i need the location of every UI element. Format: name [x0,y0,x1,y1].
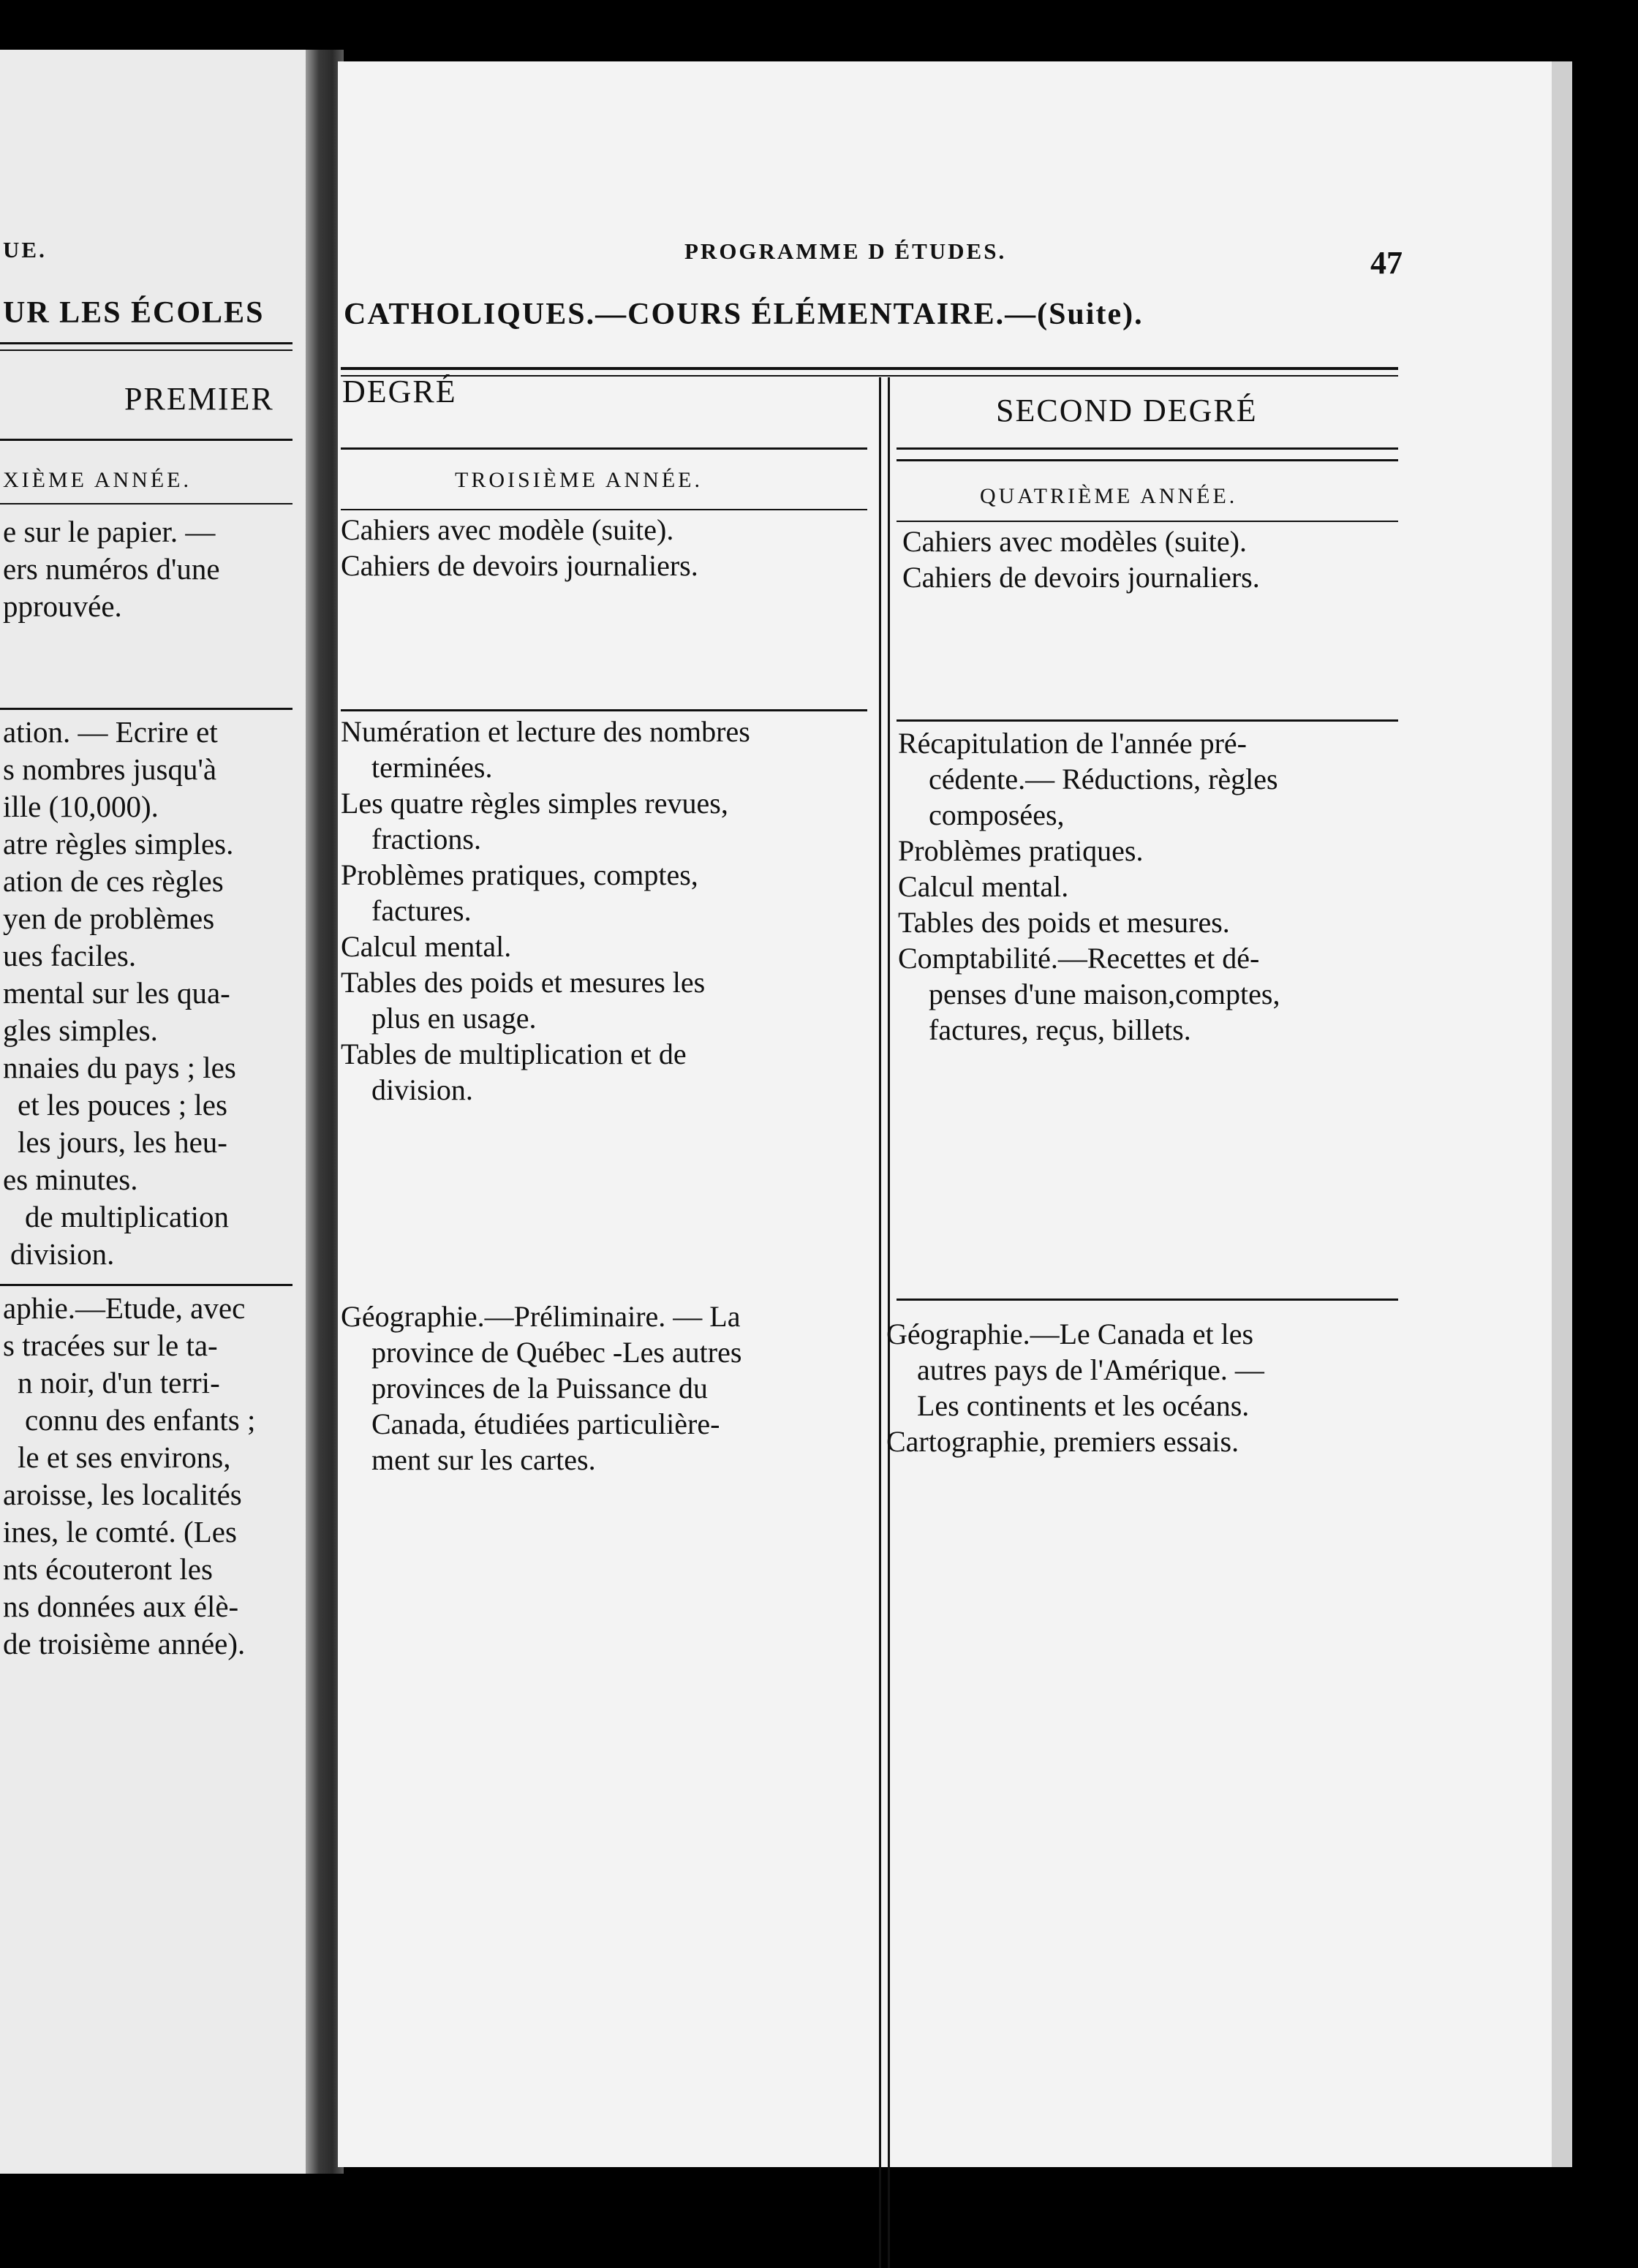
col4-rule [897,459,1398,461]
left-degree: PREMIER [124,381,274,417]
col3-rule [341,509,867,510]
left-geographie: aphie.—Etude, avec s tracées sur le ta- n noir, d'un terri- connu des enfants ; le et ses environs, aroisse, les localités ines, le comté. (Les nts écouteront les ns données aux élè- de troisième année). [3,1291,256,1660]
left-rule [0,503,292,504]
left-rule [0,708,292,710]
col4-rule [897,447,1398,450]
col4-geographie: Géographie.—Le Canada et les autres pays de l'Amérique. — Les continents et les océans. Cartographie, premiers essais. [886,1318,1264,1458]
col4-rule [897,719,1398,722]
col3-ecriture: Cahiers avec modèle (suite). Cahiers de devoirs journaliers. [341,513,698,582]
running-head: PROGRAMME D ÉTUDES. [684,238,1007,264]
page-number: 47 [1370,245,1403,281]
col4-year: QUATRIÈME ANNÉE. [980,484,1238,508]
left-rule [0,1284,292,1286]
col4-ecriture: Cahiers avec modèles (suite). Cahiers de devoirs journaliers. [902,525,1260,594]
header-double-rule [341,375,1398,377]
left-title: UR LES ÉCOLES [3,296,265,330]
column-separator [879,377,881,2268]
left-rule [0,349,292,351]
left-rule [0,342,292,344]
degree-premier-cont: DEGRÉ [342,374,457,409]
header-double-rule [341,367,1398,370]
page-edge [1552,61,1572,2167]
col4-arithmetique: Récapitulation de l'année pré- cédente.— Réductions, règles composées, Problèmes pratiques. Calcul mental. Tables des poids et mesures. Comptabilité.—Recettes et dé- penses d'une maison,comptes, factures, reçus, billets. [898,727,1280,1046]
col3-geographie: Géographie.—Préliminaire. — La province de Québec -Les autres provinces de la Puissance du Canada, étudiées particulière- ment sur les cartes. [341,1300,742,1476]
left-ecriture: e sur le papier. — ers numéros d'une pprouvée. [3,515,220,623]
col4-rule [897,521,1398,522]
col4-rule [897,1299,1398,1301]
degree-second: SECOND DEGRÉ [996,393,1258,428]
left-rule [0,439,292,441]
left-year: XIÈME ANNÉE. [3,468,192,492]
col3-year: TROISIÈME ANNÉE. [455,468,703,492]
col3-rule [341,709,867,711]
col3-rule [341,447,867,450]
left-running-head: UE. [3,237,47,262]
page-title: CATHOLIQUES.—COURS ÉLÉMENTAIRE.—(Suite). [344,298,1144,331]
col3-arithmetique: Numération et lecture des nombres terminées. Les quatre règles simples revues, fractions. Problèmes pratiques, comptes, factures. Calcul mental. Tables des poids et mesures les plus en usage. Tables de multiplication et de division. [341,715,750,1106]
left-arithmetique: ation. — Ecrire et s nombres jusqu'à ille (10,000). atre règles simples. ation de ces règles yen de problèmes ues faciles. mental sur les qua- gles simples. nnaies du pays ; les et les pouces ; les les jours, les heu- es minutes. de multiplication division. [3,715,236,1271]
right-page [338,61,1552,2167]
